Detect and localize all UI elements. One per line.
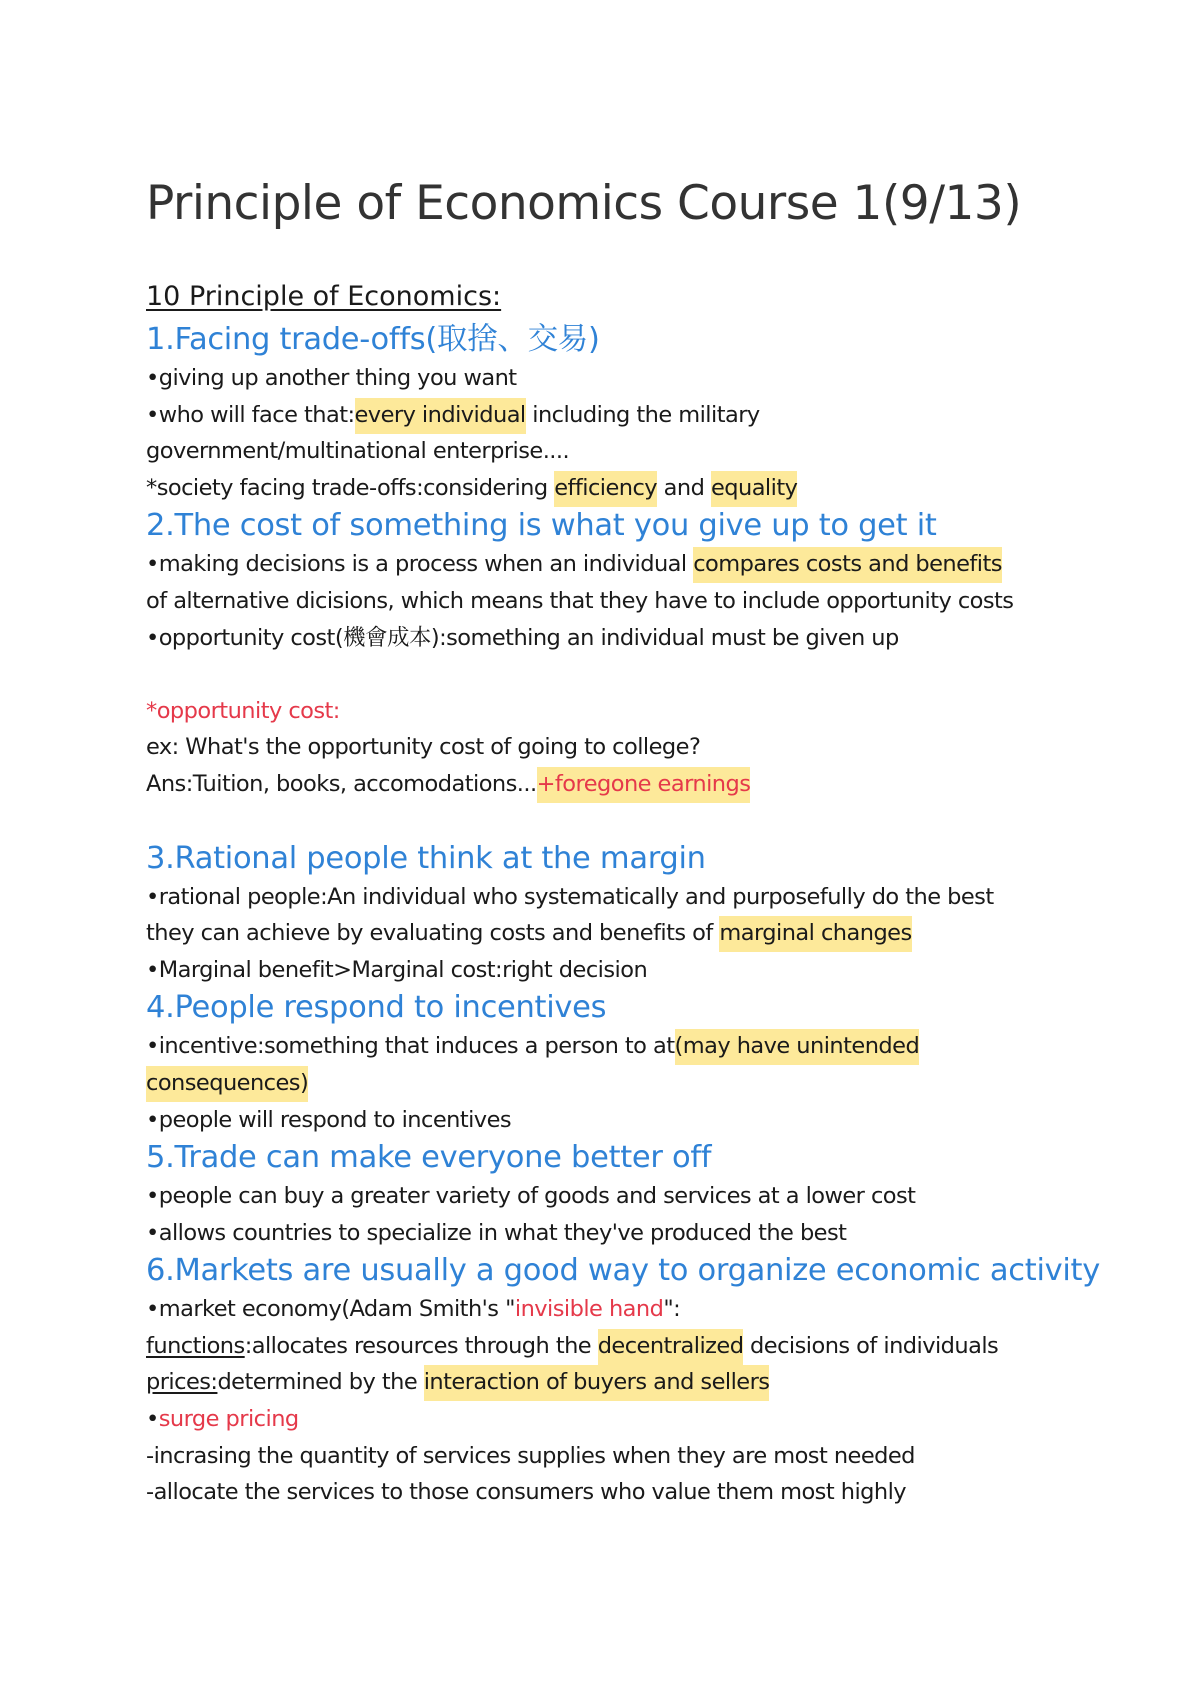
p1-b3-text: *society facing trade-offs:considering [146,474,555,501]
p6-functions-line [146,1328,1146,1365]
p6-prices-line [146,1364,1146,1401]
p1-bullet-2 [146,397,1146,434]
principle-3-heading: 3.Rational people think at the margin [146,840,706,876]
functions-text-post: decisions of individuals [743,1332,999,1359]
section-header: 10 Principle of Economics: [146,281,502,312]
foregone-earnings-highlight: +foregone earnings [537,767,751,803]
p2-bullet-1 [146,546,1146,583]
principle-6-heading: 6.Markets are usually a good way to organize economic activity [146,1253,1100,1289]
surge-point-1: -incrasing the quantity of services supplies when they are most needed [146,1442,915,1469]
p6-bullet-1 [146,1291,1146,1328]
p2-b1-highlight: compares costs and benefits [693,547,1002,583]
p1-b2-highlight: every individual [355,398,526,434]
p1-bullet-1: •giving up another thing you want [146,365,517,391]
p2-b1-text: •making decisions is a process when an individual [146,551,694,578]
p4-b1-highlight: (may have unintended [675,1029,920,1065]
p2-bullet-1-cont: of alternative dicisions, which means that they have to include opportunity costs [146,587,1014,614]
functions-text: :allocates resources through the [244,1332,598,1359]
p3-b1-highlight: marginal changes [719,916,911,952]
p1-bullet-2-cont: government/multinational enterprise.... [146,438,570,465]
p4-b1-cont-highlight: consequences) [146,1066,308,1102]
p1-b3-and: and [657,474,711,501]
notes-body [146,278,1146,1511]
prices-text: determined by the [217,1369,424,1396]
principle-1-heading: 1.Facing trade-offs(取捨、交易) [146,322,600,357]
example-answer [146,766,1146,803]
p4-bullet-2: •people will respond to incentives [146,1106,512,1133]
blank-line [146,803,1146,839]
p1-bullet-3 [146,470,1146,507]
p6-b1-post: ": [663,1296,681,1323]
principle-5-heading: 5.Trade can make everyone better off [146,1140,712,1176]
principle-4-heading: 4.People respond to incentives [146,990,607,1026]
page-title: Principle of Economics Course 1(9/13) [146,176,1022,231]
interaction-highlight: interaction of buyers and sellers [424,1365,770,1401]
opportunity-cost-label: *opportunity cost: [146,697,340,724]
blank-line [146,656,1146,693]
surge-pricing-text: surge pricing [158,1406,299,1433]
p4-bullet-1-cont [146,1065,1146,1102]
p3-bullet-1-cont [146,915,1146,952]
prices-label: prices: [146,1369,218,1396]
p2-bullet-2: •opportunity cost(機會成本):something an individual must be given up [146,624,899,651]
p3-bullet-1: •rational people:An individual who systematically and purposefully do the best [146,883,994,910]
p6-b1-text: •market economy(Adam Smith's " [146,1296,515,1323]
functions-label: functions [146,1332,245,1359]
principle-2-heading: 2.The cost of something is what you give up to get it [146,508,937,544]
p4-bullet-1 [146,1028,1146,1065]
decentralized-highlight: decentralized [598,1329,744,1365]
p3-b1-cont-text: they can achieve by evaluating costs and benefits of [146,920,720,947]
example-question: ex: What's the opportunity cost of going to college? [146,734,701,761]
p1-b2-text: •who will face that: [146,401,355,428]
p1-b2-text-post: including the military [525,401,760,428]
p5-bullet-1: •people can buy a greater variety of goods and services at a lower cost [146,1183,916,1210]
answer-text: Ans:Tuition, books, accomodations... [146,770,537,797]
p3-bullet-2: •Marginal benefit>Marginal cost:right decision [146,956,648,983]
surge-point-2: -allocate the services to those consumers who value them most highly [146,1479,907,1506]
p1-b3-highlight-equality: equality [711,471,797,507]
surge-pricing-line [146,1401,1146,1438]
surge-bullet: • [146,1406,159,1433]
p1-b3-highlight-efficiency: efficiency [554,471,657,507]
invisible-hand-text: invisible hand [514,1296,664,1323]
p4-b1-text: •incentive:something that induces a person to at [146,1033,675,1060]
p5-bullet-2: •allows countries to specialize in what they've produced the best [146,1219,847,1246]
